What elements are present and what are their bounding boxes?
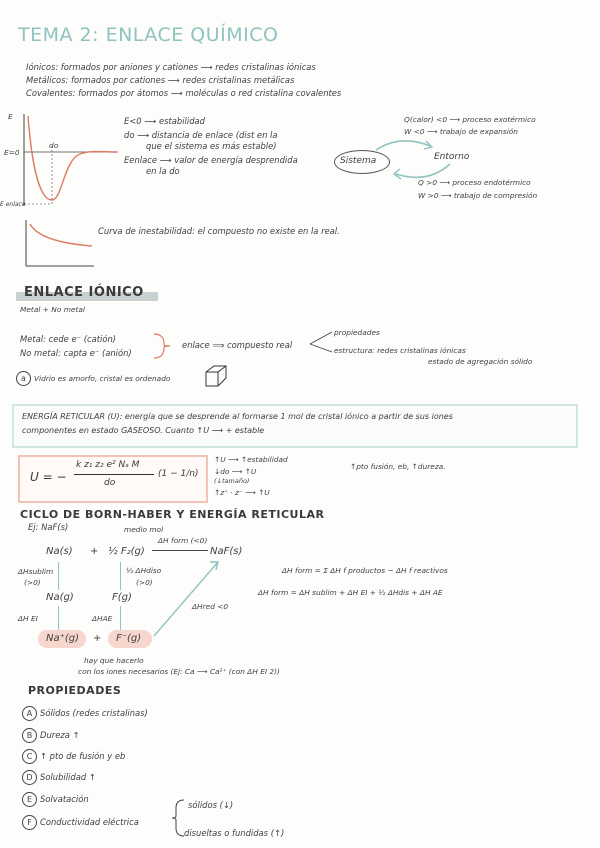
environment-label: Entorno bbox=[434, 152, 470, 162]
born-dh-red: ΔHred <0 bbox=[192, 602, 229, 611]
lattice-definition-1: ENERGÍA RETICULAR (U): energía que se desprende al formarse 1 mol de cristal iónico a partir de sus iones bbox=[22, 412, 453, 421]
born-form-arrow bbox=[152, 550, 208, 551]
lattice-trend-side: ↑pto fusión, eb, ↑dureza. bbox=[350, 462, 446, 471]
prop-c-letter: C bbox=[22, 749, 37, 764]
ionic-bond: enlace ⟹ compuesto real bbox=[182, 340, 293, 350]
born-dhf: ΔH form (<0) bbox=[158, 536, 208, 545]
ionic-metal: Metal: cede e⁻ (catión) bbox=[20, 334, 117, 344]
brace-icon bbox=[150, 330, 180, 362]
prop-a-letter: A bbox=[22, 706, 37, 721]
ionic-glass-text: Vidrio es amorfo, cristal es ordenado bbox=[34, 374, 171, 383]
system-top-1: Q(calor) <0 ⟶ proceso exotérmico bbox=[404, 115, 536, 124]
born-plus-2: + bbox=[93, 633, 102, 644]
born-ae-arrow bbox=[120, 606, 121, 630]
born-dh-sublim-sign: (>0) bbox=[24, 578, 41, 587]
prop-e-text: Solvatación bbox=[40, 794, 89, 804]
born-dh-sublim: ΔHsublim bbox=[18, 567, 54, 576]
lattice-definition-2: componentes en estado GASEOSO. Cuanto ↑U ⟶ + estable bbox=[22, 426, 265, 435]
born-red-arrow bbox=[150, 556, 222, 640]
system-label: Sistema bbox=[340, 156, 377, 166]
ionic-structure: estructura: redes cristalinas iónicas bbox=[334, 346, 466, 355]
formula-denominator: do bbox=[104, 478, 116, 488]
intro-covalent: Covalentes: formados por átomos ⟶ moléculas o red cristalina covalentes bbox=[26, 88, 342, 98]
graph-y-zero: E=0 bbox=[4, 148, 20, 157]
prop-d-letter: D bbox=[22, 770, 37, 785]
born-dh-ae: ΔHAE bbox=[92, 614, 113, 623]
ionic-glass-note bbox=[16, 371, 170, 386]
born-f2-g: ½ F₂(g) bbox=[108, 546, 145, 557]
born-dis-arrow bbox=[120, 562, 121, 590]
energy-note-5: en la do bbox=[146, 166, 180, 176]
lattice-trend-3: ↑z⁺ · z⁻ ⟶ ↑U bbox=[214, 488, 270, 497]
born-note-1: hay que hacerlo bbox=[84, 656, 144, 665]
prop-e bbox=[22, 792, 89, 807]
ionic-heading: ENLACE IÓNICO bbox=[24, 285, 144, 300]
born-dhdis-sign: (>0) bbox=[136, 578, 153, 587]
ionic-state: estado de agregación sólido bbox=[428, 357, 533, 366]
born-eq-1: ΔH form = Σ ΔH f productos − ΔH f reactivos bbox=[282, 566, 448, 575]
branch-arrows-icon bbox=[308, 326, 336, 360]
born-naf-s: NaF(s) bbox=[210, 546, 243, 557]
born-sublim-arrow bbox=[58, 562, 59, 590]
formula-left: U = − bbox=[30, 470, 67, 484]
system-top-2: W <0 ⟶ trabajo de expansión bbox=[404, 127, 518, 136]
prop-a-text: Sólidos (redes cristalinas) bbox=[40, 708, 148, 718]
born-plus-1: + bbox=[90, 546, 99, 557]
prop-c-text: ↑ pto de fusión y eb bbox=[40, 751, 126, 761]
ionic-nonmetal: No metal: capta e⁻ (anión) bbox=[20, 348, 132, 358]
ionic-properties: propiedades bbox=[334, 328, 380, 337]
graph-y-bottom: E enlace bbox=[0, 201, 26, 208]
prop-b bbox=[22, 728, 80, 743]
lattice-trend-2: ↓do ⟶ ↑U bbox=[214, 467, 257, 476]
born-ei-arrow bbox=[58, 606, 59, 630]
born-half-dhdis: ½ ΔHdiso bbox=[126, 566, 162, 575]
page-title: TEMA 2: ENLACE QUÍMICO bbox=[18, 24, 279, 46]
prop-b-letter: B bbox=[22, 728, 37, 743]
lattice-trend-1: ↑U ⟶ ↑estabilidad bbox=[214, 455, 288, 464]
born-f-g: F(g) bbox=[112, 592, 132, 603]
energy-note-2: do ⟶ distancia de enlace (dist en la bbox=[124, 130, 278, 140]
born-example: Ej: NaF(s) bbox=[28, 522, 69, 532]
born-heading: CICLO DE BORN-HABER Y ENERGÍA RETICULAR bbox=[20, 508, 325, 521]
prop-b-text: Dureza ↑ bbox=[40, 730, 80, 740]
lattice-trend-2b: (↓tamaño) bbox=[214, 477, 250, 485]
instability-note: Curva de inestabilidad: el compuesto no existe en la real. bbox=[98, 226, 340, 236]
prop-f-letter: F bbox=[22, 815, 37, 830]
born-na-g: Na(g) bbox=[46, 592, 74, 603]
prop-f bbox=[22, 815, 139, 830]
formula-numerator: k z₁ z₂ e² Nₐ M bbox=[76, 460, 140, 470]
formula-fraction-bar bbox=[74, 474, 154, 475]
instability-curve-graph bbox=[22, 218, 96, 270]
born-note-2: con los iones necesarios (Ej: Ca ⟶ Ca²⁺ (con ΔH EI 2)) bbox=[78, 667, 280, 676]
born-dh-ei: ΔH EI bbox=[18, 614, 38, 623]
prop-e-letter: E bbox=[22, 792, 37, 807]
note-a-circle: a bbox=[16, 371, 31, 386]
ionic-sub: Metal + No metal bbox=[20, 305, 85, 314]
prop-d bbox=[22, 770, 96, 785]
props-dissolved: disueltas o fundidas (↑) bbox=[184, 828, 285, 838]
system-bottom-2: W >0 ⟶ trabajo de compresión bbox=[418, 191, 538, 200]
intro-metallic: Metálicos: formados por cationes ⟶ redes cristalinas metálicas bbox=[26, 75, 295, 85]
born-eq-2: ΔH form = ΔH sublim + ΔH EI + ½ ΔHdis + ΔH AE bbox=[258, 588, 443, 597]
energy-note-1: E<0 ⟶ estabilidad bbox=[124, 116, 205, 126]
props-heading: PROPIEDADES bbox=[28, 684, 122, 697]
graph-y-top: E bbox=[8, 112, 13, 121]
cube-icon bbox=[204, 364, 228, 388]
prop-f-text: Conductividad eléctrica bbox=[40, 817, 139, 827]
born-na-s: Na(s) bbox=[46, 546, 73, 557]
graph-x-marker: do bbox=[49, 141, 59, 150]
system-bottom-1: Q >0 ⟶ proceso endotérmico bbox=[418, 178, 531, 187]
born-medio-mol: medio mol bbox=[124, 525, 164, 534]
born-f-ion: F⁻(g) bbox=[116, 633, 142, 644]
energy-note-4: Eenlace ⟶ valor de energía desprendida bbox=[124, 155, 298, 165]
prop-c bbox=[22, 749, 125, 764]
props-solid: sólidos (↓) bbox=[188, 800, 234, 810]
prop-d-text: Solubilidad ↑ bbox=[40, 772, 96, 782]
intro-ionic: Iónicos: formados por aniones y cationes ⟶ redes cristalinas iónicas bbox=[26, 62, 316, 72]
energy-note-3: que el sistema es más estable) bbox=[146, 141, 277, 151]
formula-parenthesis: (1 − 1/n) bbox=[158, 469, 199, 479]
born-na-ion: Na⁺(g) bbox=[46, 633, 80, 644]
energy-curve-graph bbox=[0, 108, 120, 210]
prop-a bbox=[22, 706, 148, 721]
